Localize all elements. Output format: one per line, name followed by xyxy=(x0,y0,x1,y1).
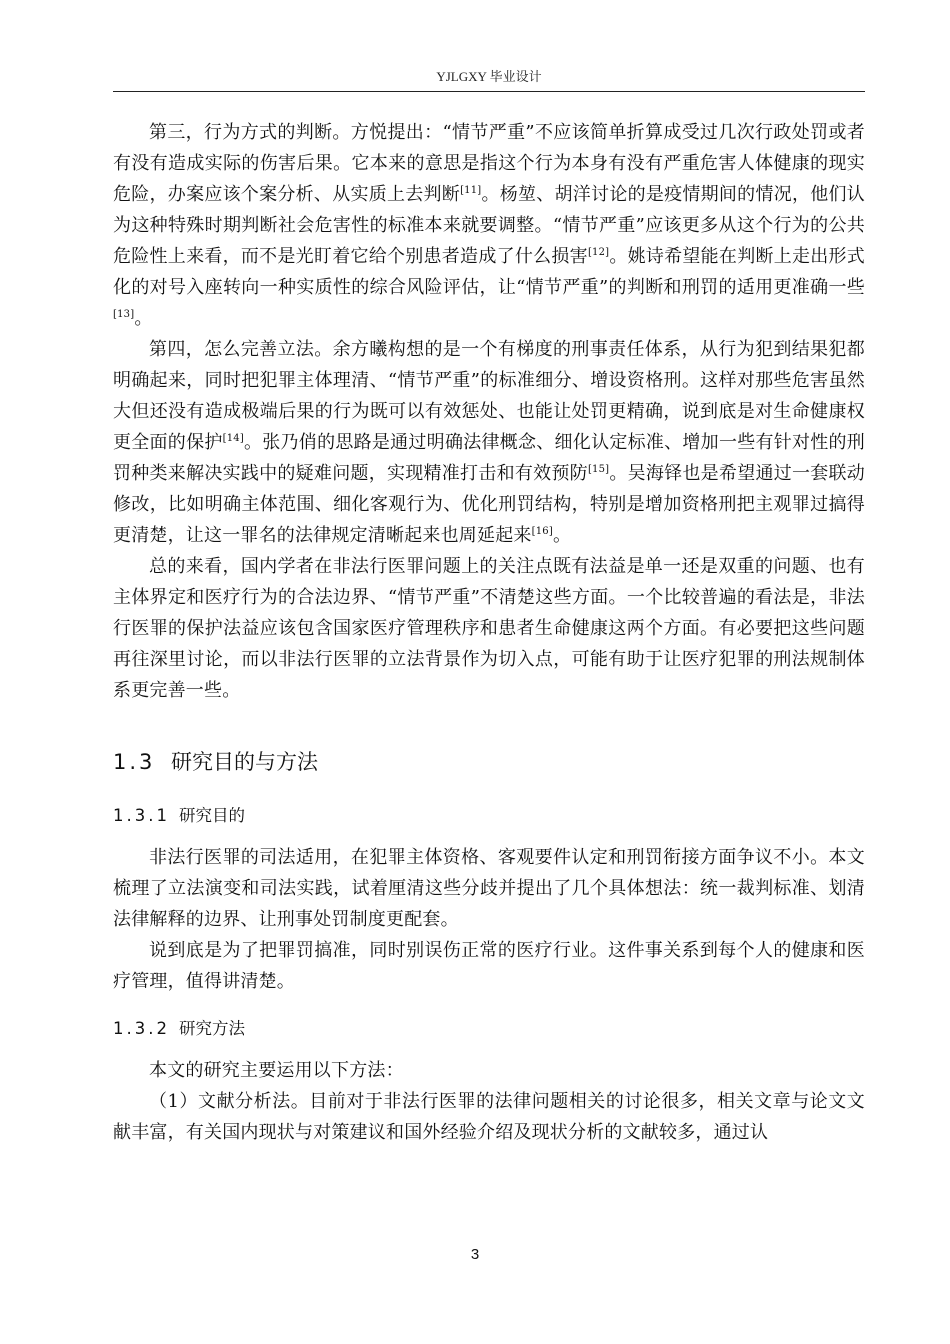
paragraph-behavior-judgment xyxy=(113,117,865,334)
paragraph-legislation xyxy=(113,334,865,551)
page-body xyxy=(113,117,865,1148)
paragraph-text: 。吴海铎也是希望通过一套联动修改，比如明确主体范围、细化客观行为、优化刑罚结构，特别是增加资格刑把主观罪过搞得更清楚，让这一罪名的法律规定清晰起来也周延起来 xyxy=(113,463,865,546)
paragraph-text: 第四，怎么完善立法。余方曦构想的是一个有梯度的刑事责任体系，从行为犯到结果犯都明确起来，同时把犯罪主体理清、“情节严重”的标准细分、增设资格刑。这样对那些危害虽然大但还没有造成极端后果的行为既可以有效惩处、也能让处罚更精确，说到底是对生命健康权更全面的保护 xyxy=(113,339,865,453)
citation-ref: [13] xyxy=(113,309,135,320)
section-number: 1.3.1 xyxy=(113,806,170,825)
citation-ref: [11] xyxy=(460,185,482,196)
section-number: 1.3.2 xyxy=(113,1019,170,1038)
paragraph-purpose-2: 说到底是为了把罪罚搞准，同时别误伤正常的医疗行业。这件事关系到每个人的健康和医疗管理，值得讲清楚。 xyxy=(113,940,865,992)
paragraph-text: 。 xyxy=(134,308,153,329)
citation-ref: [12] xyxy=(587,247,610,258)
page-number: 3 xyxy=(470,1246,480,1263)
paragraph-text: 总的来看，国内学者在非法行医罪问题上的关注点既有法益是单一还是双重的问题、也有主体界定和医疗行为的合法边界、“情节严重”不清楚这些方面。一个比较普遍的看法是，非法行医罪的保护法益应该包含国家医疗管理秩序和患者生命健康这两个方面。有必要把这些问题再往深里讨论，而以非法行医罪的立法背景作为切入点，可能有助于让医疗犯罪的刑法规制体系更完善一些。 xyxy=(113,556,865,701)
paragraph-text: 。杨堃、胡洋讨论的是疫情期间的情况，他们认为这种特殊时期判断社会危害性的标准本来就要调整。“情节严重”应该更多从这个行为的公共危险性上来看，而不是光盯着它给个别患者造成了什么损害 xyxy=(113,184,865,267)
section-number: 1.3 xyxy=(113,750,156,774)
section-title: 研究目的与方法 xyxy=(171,750,318,774)
paragraph-text: 。张乃俏的思路是通过明确法律概念、细化认定标准、增加一些有针对性的刑罚种类来解决实践中的疑难问题，实现精准打击和有效预防 xyxy=(113,432,866,484)
section-heading-1-3-2 xyxy=(113,1009,865,1049)
section-title: 研究方法 xyxy=(179,1019,245,1038)
paragraph-text: 。 xyxy=(552,525,572,546)
section-heading-1-3 xyxy=(113,740,865,784)
page-header: YJLGXY 毕业设计 xyxy=(113,66,865,92)
paragraph-text: 。姚诗希望能在判断上走出形式化的对号入座转向一种实质性的综合风险评估，让“情节严重”的判断和刑罚的适用更准确一些 xyxy=(113,246,865,298)
paragraph-purpose-1: 非法行医罪的司法适用，在犯罪主体资格、客观要件认定和刑罚衔接方面争议不小。本文梳理了立法演变和司法实践，试着厘清这些分歧并提出了几个具体想法：统一裁判标准、划清法律解释的边界、让刑事处罚制度更配套。 xyxy=(113,847,865,930)
paragraph-summary xyxy=(113,551,865,706)
citation-ref: [16] xyxy=(531,526,553,537)
paragraph-text: 第三，行为方式的判断。方悦提出：“情节严重”不应该简单折算成受过几次行政处罚或者有没有造成实际的伤害后果。它本来的意思是指这个行为本身有没有严重危害人体健康的现实危险，办案应该个案分析、从实质上去判断 xyxy=(113,122,865,205)
citation-ref: [14] xyxy=(222,433,244,444)
citation-ref: [15] xyxy=(587,464,610,475)
paragraph-method-literature: （1）文献分析法。目前对于非法行医罪的法律问题相关的讨论很多，相关文章与论文文献丰富，有关国内现状与对策建议和国外经验介绍及现状分析的文献较多，通过认 xyxy=(113,1091,865,1143)
section-title: 研究目的 xyxy=(179,806,245,825)
section-heading-1-3-1 xyxy=(113,796,865,836)
paragraph-method-intro: 本文的研究主要运用以下方法： xyxy=(149,1060,404,1081)
